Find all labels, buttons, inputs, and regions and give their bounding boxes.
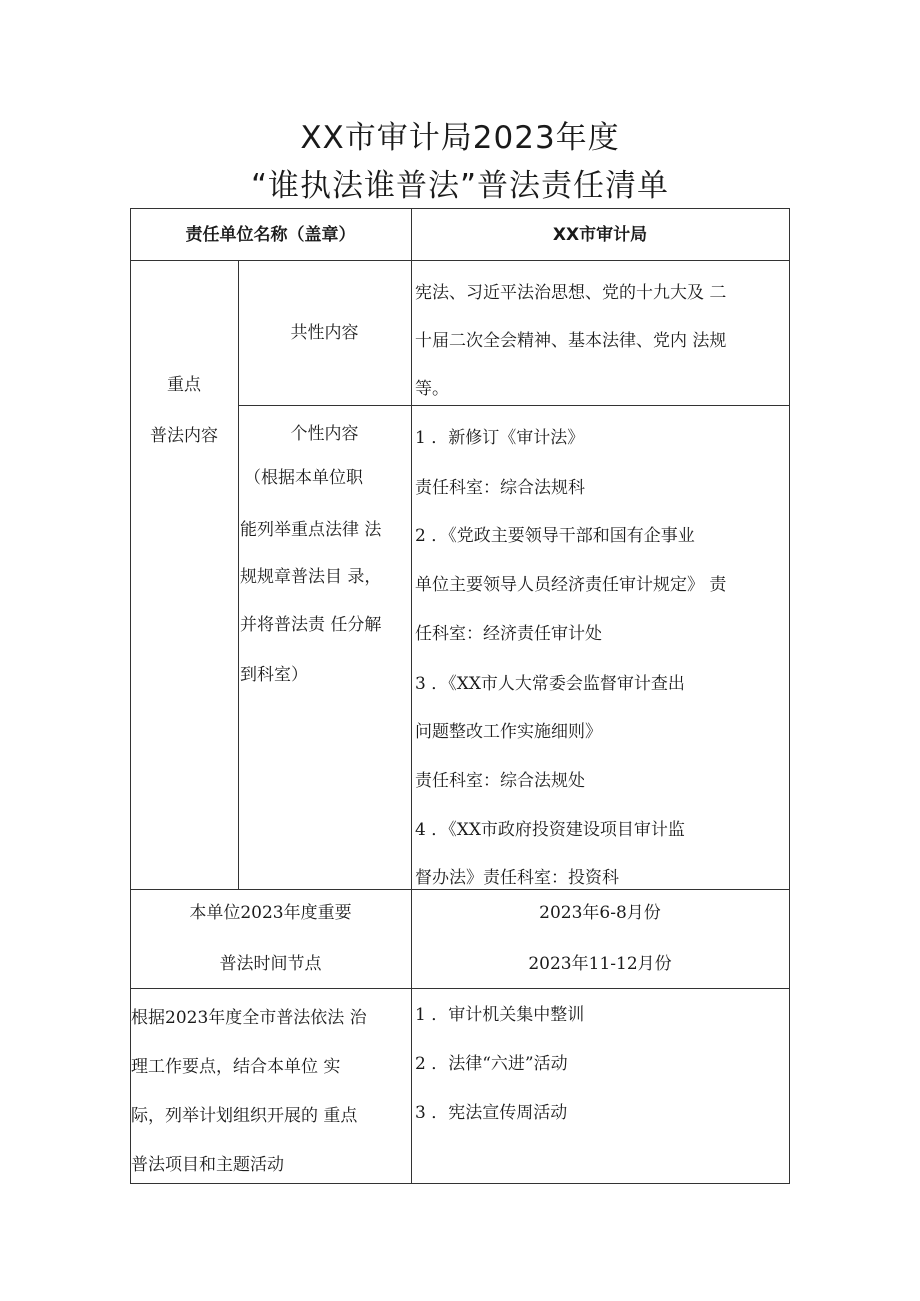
table-border-bottom — [130, 1183, 790, 1184]
individual-content-note: 能列举重点法律 法 — [240, 520, 382, 540]
individual-content-line: 单位主要领导人员经济责任审计规定》 责 — [415, 575, 727, 595]
key-section-label-line2: 普法内容 — [150, 426, 218, 446]
header-unit-label: 责任单位名称（盖章） — [185, 225, 356, 245]
table-divider-header — [130, 260, 790, 261]
project-item: 3 ．宪法宣传周活动 — [415, 1103, 568, 1123]
project-item: 2 ．法律“六进”活动 — [415, 1054, 568, 1074]
individual-content-note: （根据本单位职 — [244, 468, 363, 488]
individual-content-line: 任科室：经济责任审计处 — [415, 624, 602, 644]
table-divider-time — [130, 988, 790, 989]
individual-content-line: 3 ．《XX市人大常委会监督审计查出 — [415, 674, 685, 694]
common-content-line: 宪法、习近平法治思想、党的十九大及 二 — [415, 283, 727, 303]
individual-content-line: 4 ．《XX市政府投资建设项目审计监 — [415, 820, 685, 840]
projects-label-line: 根据2023年度全市普法依法 治 — [131, 1008, 367, 1028]
projects-label-line: 际，列举计划组织开展的 重点 — [131, 1106, 358, 1126]
table-divider-middle — [411, 208, 412, 1184]
common-content-line: 十届二次全会精神、基本法律、党内 法规 — [415, 331, 727, 351]
individual-content-line: 责任科室：综合法规处 — [415, 771, 585, 791]
individual-content-line: 2 ．《党政主要领导干部和国有企事业 — [415, 526, 695, 546]
key-section-label-line1: 重点 — [167, 375, 201, 395]
individual-content-line: 责任科室：综合法规科 — [415, 478, 585, 498]
table-divider-sub — [238, 260, 239, 889]
individual-content-line: 督办法》责任科室：投资科 — [415, 868, 619, 888]
individual-content-line: 问题整改工作实施细则》 — [415, 722, 602, 742]
header-unit-value: XX市审计局 — [552, 225, 648, 245]
project-item: 1 ．审计机关集中整训 — [415, 1005, 585, 1025]
time-nodes-label-line1: 本单位2023年度重要 — [189, 903, 352, 923]
time-nodes-value-line2: 2023年11-12月份 — [528, 954, 672, 974]
table-border-top — [130, 208, 790, 209]
projects-label-line: 理工作要点，结合本单位 实 — [131, 1057, 341, 1077]
individual-content-line: 1 ．新修订《审计法》 — [415, 428, 585, 448]
individual-content-note: 到科室） — [240, 665, 308, 685]
document-title-line1: XX市审计局2023年度 — [300, 120, 620, 156]
projects-label-line: 普法项目和主题活动 — [131, 1155, 284, 1175]
individual-content-note: 并将普法责 任分解 — [240, 615, 382, 635]
common-content-label: 共性内容 — [290, 323, 359, 343]
individual-content-note: 规规章普法目 录， — [240, 567, 382, 587]
individual-content-label: 个性内容 — [290, 424, 359, 444]
time-nodes-value-line1: 2023年6-8月份 — [539, 903, 661, 923]
time-nodes-label-line2: 普法时间节点 — [219, 954, 322, 974]
table-divider-common — [238, 405, 790, 406]
table-divider-key — [130, 889, 790, 890]
table-border-right — [789, 208, 790, 1184]
table-border-left — [130, 208, 131, 1184]
document-title-line2: “谁执法谁普法”普法责任清单 — [250, 168, 670, 204]
common-content-line: 等。 — [415, 379, 449, 399]
